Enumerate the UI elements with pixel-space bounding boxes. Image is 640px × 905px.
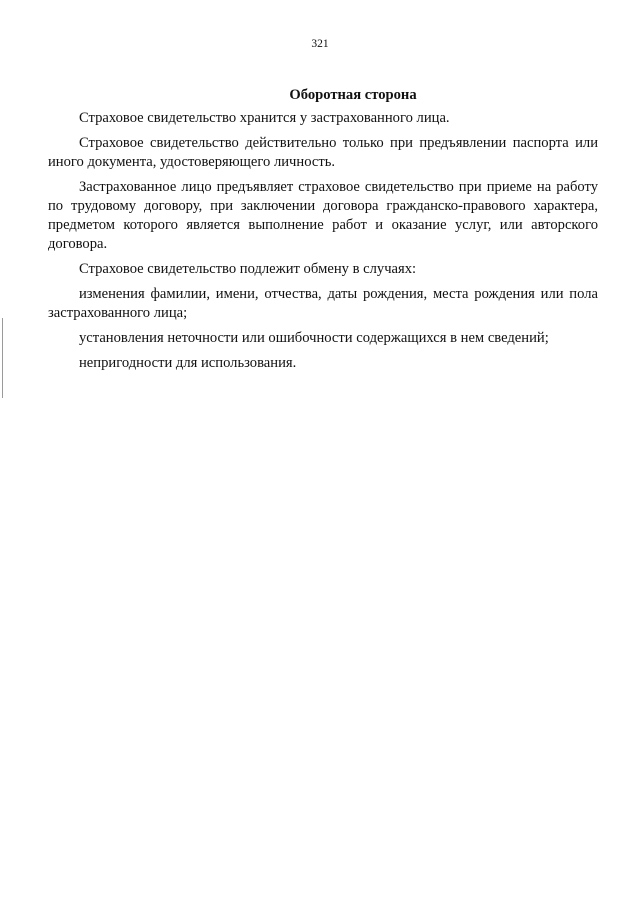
paragraph-case-name-change: изменения фамилии, имени, отчества, даты рождения, места рождения или пола застрахованного лица;: [48, 286, 598, 321]
scan-edge-mark: [2, 318, 3, 398]
paragraph-storage: Страховое свидетельство хранится у застрахованного лица.: [79, 110, 450, 126]
paragraph-case-inaccuracy: установления неточности или ошибочности содержащихся в нем сведений;: [79, 330, 549, 346]
section-heading: Оборотная сторона: [289, 87, 417, 103]
page-number: 321: [311, 38, 329, 50]
paragraph-case-unfit: непригодности для использования.: [79, 355, 297, 371]
paragraph-presentation: Застрахованное лицо предъявляет страховое свидетельство при приеме на работу по трудовому договору, при заключении договора гражданско-правового характера, предметом которого является выполнение работ и оказание услуг, или авторского договора.: [48, 179, 598, 252]
paragraph-exchange-cases: Страховое свидетельство подлежит обмену в случаях:: [79, 261, 417, 277]
paragraph-validity: Страховое свидетельство действительно только при предъявлении паспорта или иного документа, удостоверяющего личность.: [48, 135, 598, 170]
page-content: [48, 86, 598, 379]
